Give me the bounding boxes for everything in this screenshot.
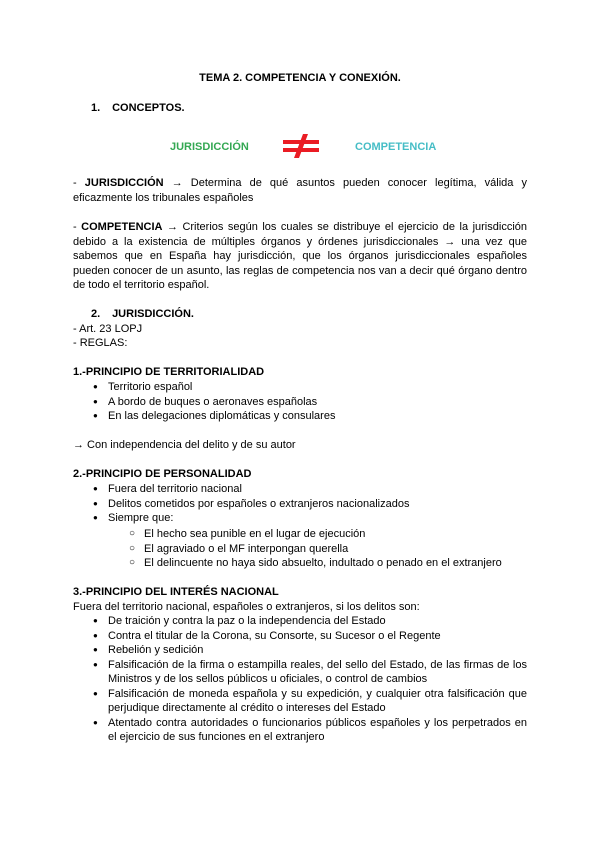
personalidad-list <box>93 482 527 526</box>
list-item: ● Delitos cometidos por españoles o extranjeros nacionalizados <box>93 497 527 512</box>
sub-list-item: ○ El agraviado o el MF interpongan querella <box>129 542 529 557</box>
definition-text: → Criterios según los cuales se distribuye el ejercicio de la jurisdicción debido a la existencia de múltiples órganos y órdenes jurisdiccionales → una vez que sabemos que en España hay jurisdicción, que los órganos jurisdiccionales españoles pueden conocer de un asunto, las reglas de competencia nos van a decir qué órgano dentro de todo el territorio español. <box>73 221 527 291</box>
list-item: ● Atentado contra autoridades o funcionarios públicos españoles y los perpetrados en el ejercicio de sus funciones en el extranjero <box>93 716 527 745</box>
list-item: ● Falsificación de la firma o estampilla reales, del sello del Estado, de las firmas de los Ministros y de los sellos públicos u oficiales, o control de cambios <box>93 658 527 687</box>
list-item: ● En las delegaciones diplomáticas y consulares <box>93 409 527 424</box>
territorialidad-note: → Con independencia del delito y de su autor <box>73 439 296 451</box>
list-item: ● Contra el titular de la Corona, su Consorte, su Sucesor o el Regente <box>93 629 527 644</box>
section-heading-jurisdiccion <box>91 307 194 322</box>
definition-term: JURISDICCIÓN <box>84 177 164 189</box>
territorialidad-list <box>93 380 527 424</box>
section-heading-conceptos <box>91 101 185 116</box>
section-title: CONCEPTOS. <box>112 102 185 114</box>
rules-line: - REGLAS: <box>73 337 128 349</box>
definition-competencia <box>73 220 527 293</box>
sub-list-item: ○ El delincuente no haya sido absuelto, indultado o penado en el extranjero <box>129 556 529 571</box>
list-item: ● Siempre que: <box>93 511 527 526</box>
definition-jurisdiccion <box>73 176 527 205</box>
principle-heading-interes-nacional: 3.-PRINCIPIO DEL INTERÉS NACIONAL <box>73 586 279 598</box>
reference-line: - Art. 23 LOPJ <box>73 323 143 335</box>
principle-heading-territorialidad: 1.-PRINCIPIO DE TERRITORIALIDAD <box>73 366 265 378</box>
list-item: ● Falsificación de moneda española y su expedición, y cualquier otra falsificación que perjudique directamente al crédito o intereses del Estado <box>93 687 527 716</box>
list-item: ● A bordo de buques o aeronaves españolas <box>93 395 527 410</box>
section-number: 1. <box>91 102 101 114</box>
not-equal-icon <box>283 134 319 158</box>
definition-prefix: - <box>73 221 82 233</box>
list-item: ● Rebelión y sedición <box>93 643 527 658</box>
document-title: TEMA 2. COMPETENCIA Y CONEXIÓN. <box>199 72 401 84</box>
list-item: ● Fuera del territorio nacional <box>93 482 527 497</box>
sub-list-item: ○ El hecho sea punible en el lugar de ejecución <box>129 527 529 542</box>
interes-nacional-intro: Fuera del territorio nacional, españoles o extranjeros, si los delitos son: <box>73 601 420 613</box>
list-item: ● Territorio español <box>93 380 527 395</box>
interes-nacional-list <box>93 614 527 745</box>
list-item: ● De traición y contra la paz o la independencia del Estado <box>93 614 527 629</box>
definition-prefix: - <box>73 177 85 189</box>
section-title: JURISDICCIÓN. <box>112 308 194 320</box>
definition-term: COMPETENCIA <box>81 221 163 233</box>
diagram-left-label: JURISDICCIÓN <box>170 141 249 153</box>
diagram-right-label: COMPETENCIA <box>355 141 437 153</box>
personalidad-sublist <box>129 527 529 571</box>
principle-heading-personalidad: 2.-PRINCIPIO DE PERSONALIDAD <box>73 468 252 480</box>
definition-text: → Determina de qué asuntos pueden conocer legítima, válida y eficazmente los tribunales españoles <box>73 177 527 204</box>
jurisdiccion-competencia-diagram <box>73 132 527 162</box>
section-number: 2. <box>91 308 101 320</box>
